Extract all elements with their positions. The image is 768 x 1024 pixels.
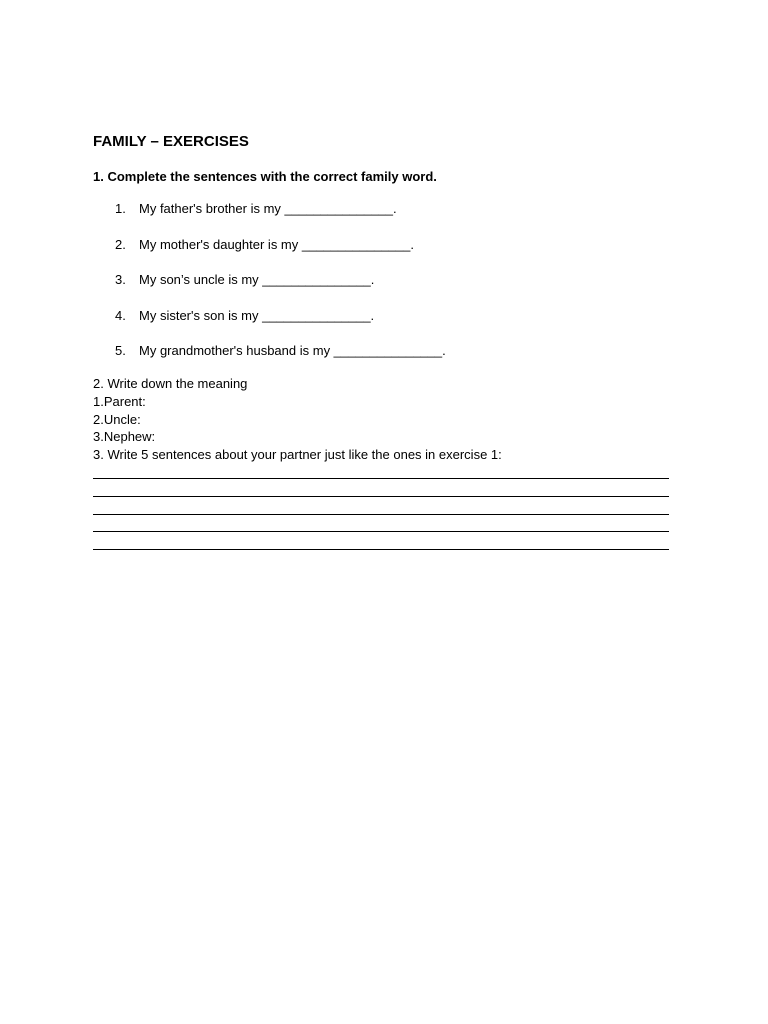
exercise-1-list <box>93 201 669 379</box>
page-title: FAMILY – EXERCISES <box>93 133 249 150</box>
answer-line <box>93 532 669 550</box>
item-number: 1. <box>115 201 126 216</box>
exercise-2-3-block <box>93 375 669 464</box>
answer-line <box>93 497 669 515</box>
exercise-1-item <box>93 237 669 273</box>
item-number: 4. <box>115 307 126 323</box>
item-number: 3. <box>115 272 126 287</box>
exercise-2-heading: 2. Write down the meaning <box>93 376 248 391</box>
exercise-1-item <box>93 272 669 308</box>
item-number: 5. <box>115 343 126 358</box>
item-sentence: My father's brother is my _______________. <box>139 201 397 216</box>
exercise-1-item <box>93 343 669 379</box>
item-sentence: My sister's son is my _______________. <box>139 307 375 323</box>
meaning-item-uncle: 2.Uncle: <box>93 411 141 427</box>
exercise-1-heading: 1. Complete the sentences with the correct family word. <box>93 169 437 184</box>
item-sentence: My mother's daughter is my _______________. <box>139 236 414 252</box>
answer-lines <box>93 478 669 550</box>
exercise-1-item <box>93 201 669 237</box>
meaning-item-nephew: 3.Nephew: <box>93 429 156 445</box>
answer-line <box>93 515 669 533</box>
exercise-1-item <box>93 308 669 344</box>
answer-line <box>93 479 669 497</box>
item-number: 2. <box>115 236 126 252</box>
item-sentence: My grandmother's husband is my _______________. <box>139 343 446 358</box>
exercise-3-heading: 3. Write 5 sentences about your partner just like the ones in exercise 1: <box>93 447 502 463</box>
meaning-item-parent: 1.Parent: <box>93 393 146 409</box>
item-sentence: My son’s uncle is my _______________. <box>139 272 375 287</box>
